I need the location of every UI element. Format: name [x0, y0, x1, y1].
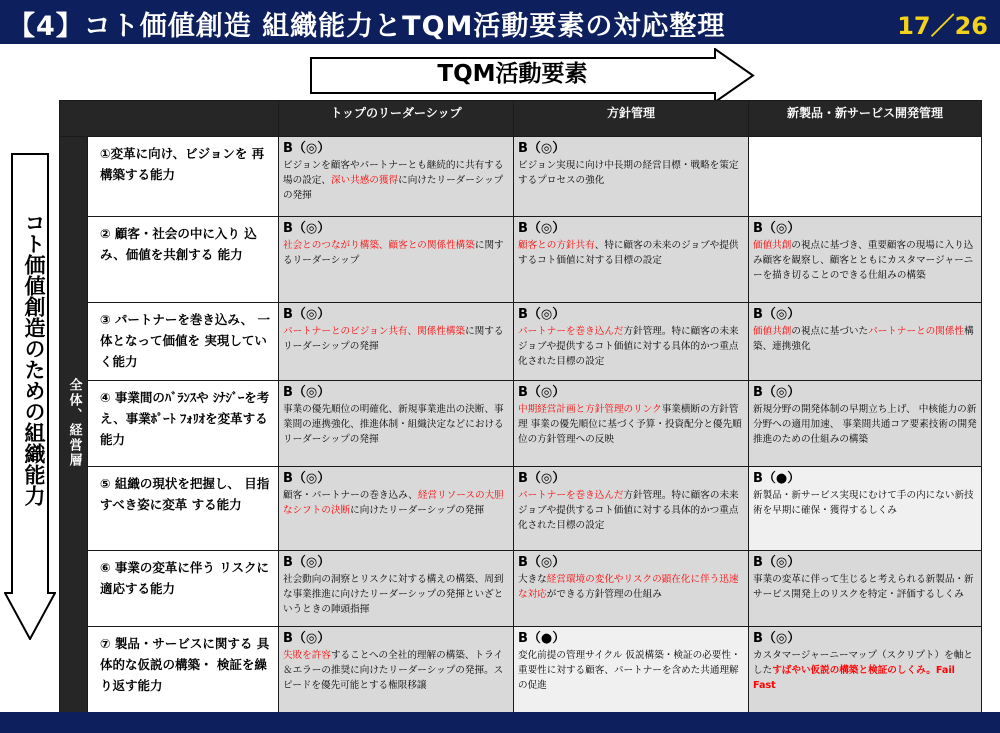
grade-mark: B（◎） — [518, 385, 566, 400]
grade-mark: B（◎） — [283, 307, 331, 322]
column-header-leadership: トップのリーダーシップ — [279, 101, 514, 137]
capability-label: ⑤ 組織の現状を把握し、 目指すべき姿に変革 する能力 — [88, 467, 279, 551]
capability-label: ①変革に向け、ビジョンを 再構築する能力 — [88, 137, 279, 217]
grade-mark: B（◎） — [518, 471, 566, 486]
grade-mark: B（◎） — [753, 631, 801, 646]
mapping-cell — [749, 551, 982, 627]
mapping-cell — [514, 217, 749, 303]
description-text: ビジョン実現に向け中長期の経営目標・戦略を策定するプロセスの強化 — [518, 160, 739, 186]
description-text: 新規分野の開発体制の早期立ち上げ、 中核能力の新分野への適用加速、 事業間共通コア要素技術の開発推進のための仕組みの構築 — [753, 404, 977, 445]
mapping-cell — [749, 381, 982, 467]
description-text: 新製品・新サービス実現にむけて手の内にない新技術を早期に確保・獲得するしくみ — [753, 490, 974, 516]
table-row — [60, 627, 982, 713]
mapping-cell — [514, 137, 749, 217]
description-text: の視点に基づき、重要顧客の現場に入り込み顧客を観察し、顧客とともにカスタマージャーニーを描き切ることのできる仕組みの構築 — [753, 240, 974, 281]
grade-mark: B（◎） — [283, 471, 331, 486]
footer-bar — [0, 712, 1000, 733]
grade-mark: B（●） — [518, 631, 566, 646]
highlight-text: 価値共創 — [753, 240, 792, 251]
mapping-cell — [749, 627, 982, 713]
grade-mark: B（◎） — [753, 385, 801, 400]
highlight-text: パートナーとの関係性 — [868, 326, 965, 337]
highlight-text: パートナーを巻き込んだ — [518, 326, 624, 337]
description-text: 方針管理。特に顧客の未来ジョブや提供するコト価値に対する具体的かつ重点化された目標の設定 — [518, 326, 739, 367]
cell-description — [283, 158, 509, 203]
mapping-cell — [514, 303, 749, 381]
grade-mark: B（◎） — [518, 307, 566, 322]
cell-description — [283, 488, 509, 518]
description-text: 方針管理。特に顧客の未来ジョブや提供するコト価値に対する具体的かつ重点化された目標の設定 — [518, 490, 739, 531]
cell-description — [753, 324, 977, 354]
grade-mark: B（◎） — [283, 555, 331, 570]
table-row — [60, 467, 982, 551]
grade-mark: B（◎） — [753, 221, 801, 236]
header-bar — [0, 0, 1000, 44]
highlight-text: 深い共感の獲得 — [330, 175, 399, 186]
table-row — [60, 217, 982, 303]
mapping-cell — [279, 217, 514, 303]
highlight-text: 経営リソースの大胆なシフトの決断 — [283, 490, 504, 516]
description-text: の視点に基づいた — [791, 326, 869, 337]
page-number: 17／26 — [897, 12, 988, 40]
mapping-cell — [279, 467, 514, 551]
highlight-text: 顧客との方針共有 — [518, 240, 595, 251]
capability-arrow-label: コト価値創造のための組織能力 — [22, 212, 46, 506]
capability-label: ⑦ 製品・サービスに関する 具体的な仮説の構築・ 検証を繰り返す能力 — [88, 627, 279, 713]
capability-label: ③ パートナーを巻き込み、 一体となって価値を 実現していく能力 — [88, 303, 279, 381]
description-text: 顧客・パートナーの巻き込み、 — [283, 490, 418, 501]
mapping-cell — [279, 381, 514, 467]
mapping-cell — [749, 467, 982, 551]
grade-mark: B（◎） — [753, 307, 801, 322]
cell-description — [753, 238, 977, 283]
table-row — [60, 381, 982, 467]
grade-mark: B（◎） — [283, 631, 331, 646]
grade-mark: B（◎） — [518, 141, 566, 156]
table-row — [60, 137, 982, 217]
capability-label: ④ 事業間のﾊﾞﾗﾝｽや ｼﾅｼﾞｰを考え、事業ﾎﾟｰﾄ ﾌｫﾘｵを変革する能力 — [88, 381, 279, 467]
description-text: ビジョンを顧客やパートナーとも継続的に共有する場の設定、 — [283, 160, 504, 186]
cell-description — [283, 324, 509, 354]
cell-description — [518, 324, 744, 369]
column-header-new-product-development: 新製品・新サービス開発管理 — [749, 101, 982, 137]
grade-mark: B（◎） — [518, 221, 566, 236]
grade-mark: B（◎） — [283, 141, 331, 156]
cell-description — [753, 648, 977, 693]
grade-mark: B（◎） — [753, 555, 801, 570]
mapping-cell — [279, 137, 514, 217]
cell-description — [518, 238, 744, 268]
highlight-text: 失敗を許容 — [283, 650, 331, 661]
cell-description — [518, 572, 744, 602]
description-text: 事業の優先順位の明確化、新規事業進出の決断、事業間の連携強化、推進体制・組織決定などにおけるリーダーシップの発揮 — [283, 404, 504, 445]
category-label: 全体、経営層 — [66, 377, 82, 468]
description-text: 、特に顧客の未来のジョブや提供するコト価値に対する目標の設定 — [518, 240, 739, 266]
mapping-cell — [279, 551, 514, 627]
slide-title: 【4】コト価値創造 組織能力とTQM活動要素の対応整理 — [8, 11, 726, 42]
highlight-text: 価値共創 — [753, 326, 792, 337]
mapping-cell — [749, 217, 982, 303]
mapping-cell — [749, 303, 982, 381]
cell-description — [283, 402, 509, 447]
cell-description — [283, 648, 509, 693]
description-text: に向けたリーダーシップの発揮 — [283, 175, 504, 201]
table-row — [60, 551, 982, 627]
description-text: に関するリーダーシップ — [283, 240, 504, 266]
cell-description — [518, 402, 744, 447]
cell-description — [518, 158, 744, 188]
cell-description — [283, 572, 509, 617]
mapping-cell — [514, 627, 749, 713]
description-text: 事業の変革に伴って生じると考えられる新製品・新サービス開発上のリスクを特定・評価するしくみ — [753, 574, 974, 600]
capability-label: ⑥ 事業の変革に伴う リスクに適応する能力 — [88, 551, 279, 627]
description-text: 大きな — [518, 574, 547, 585]
description-text: 変化前提の管理サイクル 仮説構築・検証の必要性・重要性に対する顧客、パートナーを含めた共通理解の促進 — [518, 650, 741, 691]
grade-mark: B（◎） — [283, 221, 331, 236]
grade-mark: B（◎） — [518, 555, 566, 570]
column-header-policy-management: 方針管理 — [514, 101, 749, 137]
capability-label: ② 顧客・社会の中に入り 込み、価値を共創する 能力 — [88, 217, 279, 303]
highlight-text: パートナーを巻き込んだ — [518, 490, 624, 501]
table-corner — [60, 101, 279, 137]
table-row — [60, 303, 982, 381]
mapping-cell — [514, 467, 749, 551]
cell-description — [753, 402, 977, 447]
grade-mark: B（●） — [753, 471, 801, 486]
mapping-table — [59, 100, 982, 713]
cell-description — [753, 488, 977, 518]
description-text: ができる方針管理の仕組み — [546, 589, 662, 600]
tqm-arrow-label: TQM活動要素 — [437, 61, 588, 87]
description-text: カスタマージャーニーマップ（スクリプト）を軸とした — [753, 650, 973, 676]
highlight-text: 中期経営計画と方針管理のリンク — [518, 404, 662, 415]
cell-description — [283, 238, 509, 268]
cell-description — [518, 488, 744, 533]
description-text: 構築、連携強化 — [753, 326, 974, 352]
description-text: に向けたリーダーシップの発揮 — [350, 505, 485, 516]
description-text: することへの全社的理解の構築、トライ＆エラーの推奨に向けたリーダーシップの発揮。スピードを優先可能とする権限移譲 — [283, 650, 504, 691]
highlight-text: パートナーとのビジョン共有、関係性構築 — [283, 326, 466, 337]
description-text: 事業横断の方針管理 事業の優先順位に基づく予算・投資配分と優先順位の方針管理への反映 — [518, 404, 742, 445]
highlight-text: 経営環境の変化やリスクの顕在化に伴う迅速な対応 — [518, 574, 739, 600]
mapping-cell — [279, 303, 514, 381]
mapping-cell — [514, 381, 749, 467]
description-text: 社会動向の洞察とリスクに対する構えの構築、周到な事業推進に向けたリーダーシップの発揮といざというときの陣頭指揮 — [283, 574, 504, 615]
mapping-cell — [279, 627, 514, 713]
highlight-text: すばやい仮説の構築と検証のしくみ。Fail Fast — [753, 665, 955, 691]
category-cell — [60, 137, 88, 713]
cell-description — [518, 648, 744, 693]
mapping-cell — [749, 137, 982, 217]
cell-description — [753, 572, 977, 602]
mapping-cell — [514, 551, 749, 627]
description-text: に関するリーダーシップの発揮 — [283, 326, 504, 352]
grade-mark: B（◎） — [283, 385, 331, 400]
highlight-text: 社会とのつながり構築、顧客との関係性構築 — [283, 240, 475, 251]
